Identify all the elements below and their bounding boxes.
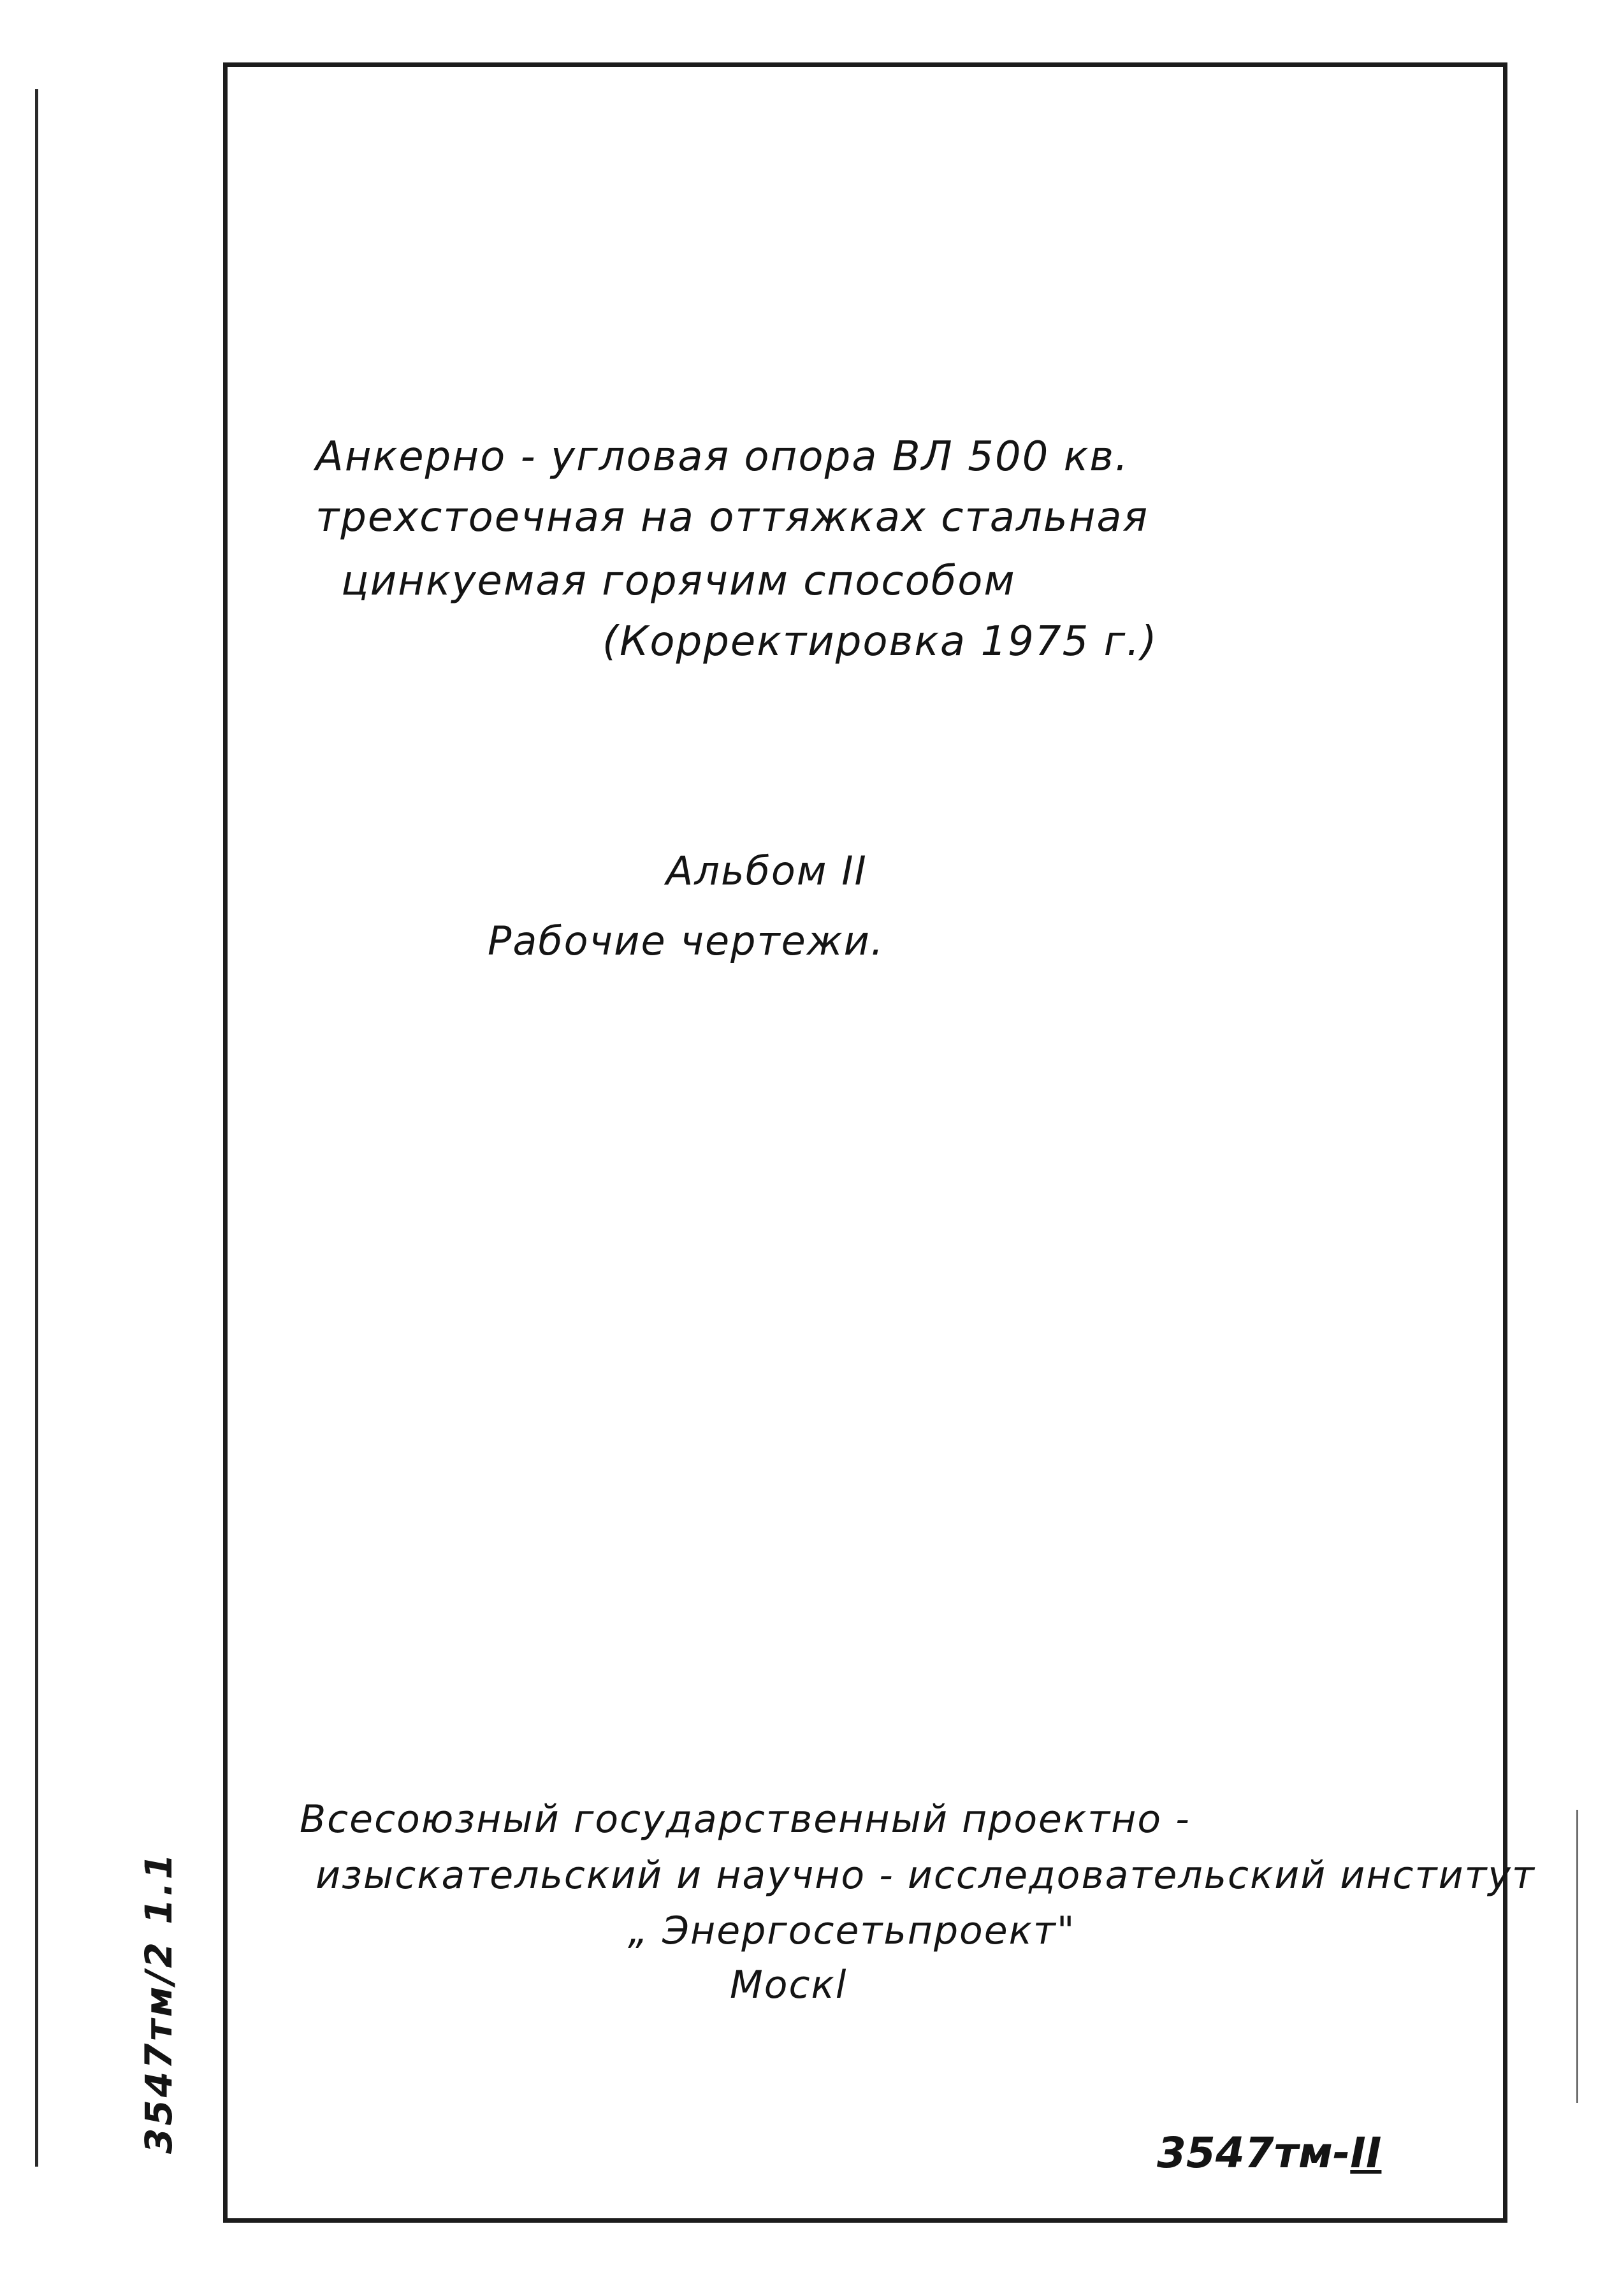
sheet-part: II <box>1350 2128 1382 2177</box>
drawing-frame <box>223 62 1507 2223</box>
side-inventory-code: 3547тм/2 1.1 <box>137 1851 180 2154</box>
institute-line-1: Всесоюзный государственный проектно - <box>300 1797 1191 1842</box>
binding-line <box>35 89 38 2167</box>
title-line-3: цинкуемая горячим способом <box>341 558 1016 605</box>
sheet-designation <box>1157 2128 1381 2177</box>
institute-line-2: изыскательский и научно - исследовательский институт <box>316 1853 1536 1898</box>
title-line-2: трехстоечная на оттяжках стальная <box>316 494 1149 541</box>
scan-edge-line <box>1576 1810 1578 2103</box>
album-number: Альбом II <box>666 848 868 894</box>
album-subtitle: Рабочие чертежи. <box>488 918 885 964</box>
title-line-4: (Корректировка 1975 г.) <box>602 618 1158 665</box>
institute-city: Москl <box>730 1963 848 2007</box>
institute-line-3: „ Энергосетьпроект" <box>628 1909 1076 1953</box>
sheet-code: 3547тм- <box>1157 2128 1351 2177</box>
title-line-1: Анкерно - угловая опора ВЛ 500 кв. <box>316 433 1129 480</box>
